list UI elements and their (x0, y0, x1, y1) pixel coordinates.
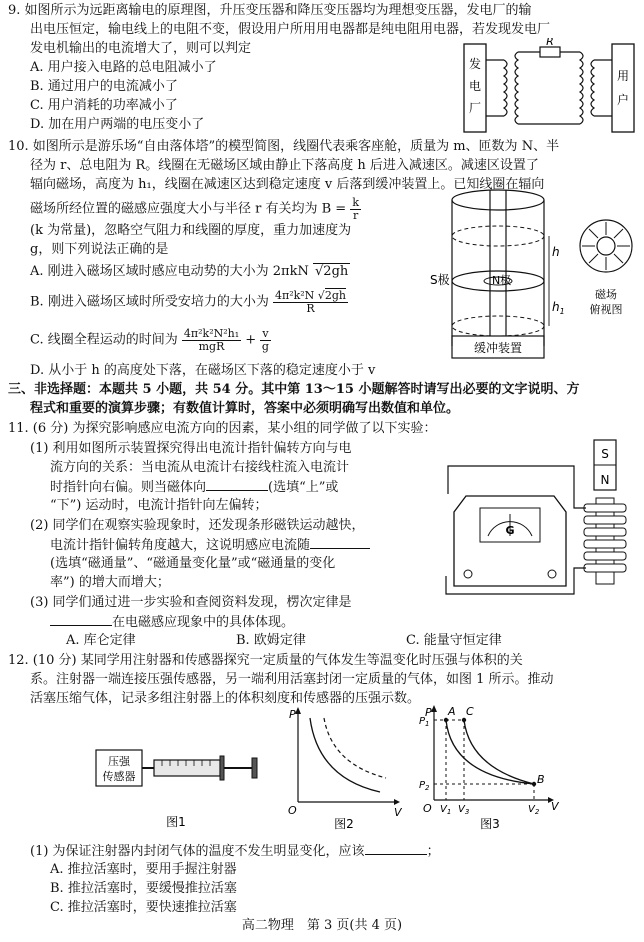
buffer-label: 缓冲装置 (473, 341, 523, 355)
q10-option-c-frac1 (182, 328, 241, 352)
fig3-o-label: O (423, 802, 432, 815)
q12-figure1-syringe (92, 738, 272, 834)
magnet-s-label: S (601, 447, 609, 461)
q10-drop-tower-diagram (428, 186, 640, 368)
q10-option-b-num-root: 2gh (324, 289, 346, 302)
q10-line6: g，则下列说法正确的是 (30, 242, 169, 257)
q10-option-b-num-coef: 4π²k²N (274, 289, 315, 302)
fig3-b-label: B (537, 773, 545, 786)
fig3-curve-cb (464, 720, 534, 784)
fig2-p-label: P (289, 708, 296, 721)
q11-p1-line4: “下”) 运动时，电流计指针向左偏转； (50, 498, 268, 513)
step-down-secondary-coil (591, 60, 594, 116)
step-up-secondary-coil (515, 52, 518, 124)
top-view-label2: 俯视图 (589, 303, 623, 316)
q10-option-b (30, 290, 348, 314)
q12-figure3-graph (418, 704, 564, 834)
fig3-p1-label: $P_1$ (419, 716, 430, 728)
q11-p2-line4: 率”) 的增大而增大； (50, 575, 170, 590)
q10-option-b-num: 4π²k²N √2gh (274, 289, 346, 302)
q10-b-fraction (350, 197, 361, 221)
line-resistor (540, 47, 560, 57)
power-plant-char1: 发 (468, 57, 482, 71)
q11-p3-line2 (50, 613, 294, 631)
user-char1: 用 (616, 69, 630, 83)
q11-p2-line1: (2) 同学们在观察实验现象时，还发现条形磁铁运动越快， (30, 518, 365, 533)
q11-option-b: B. 欧姆定律 (236, 633, 306, 648)
fig3-v-label: V (551, 800, 559, 813)
q9-option-c: C. 用户消耗的功率减小了 (30, 98, 178, 113)
solenoid-coil (584, 498, 626, 584)
fig3-curve-ab (446, 720, 534, 784)
q12-option-c: C. 推拉活塞时，要快速推拉活塞 (50, 900, 237, 915)
figure2-caption: 图2 (334, 817, 354, 831)
figure1-caption: 图1 (166, 815, 186, 829)
q11-p1-line1: (1) 利用如图所示装置探究得出电流计指针偏转方向与电 (30, 441, 352, 456)
q11-p1-line3-text: 时指针向右偏。则当磁体向 (50, 480, 207, 495)
coil-start-ellipse (452, 226, 544, 246)
q11-p3-line2-text: 在电磁感应现象中的具体体现。 (112, 615, 295, 630)
q12-sub1 (30, 842, 440, 860)
resistor-label: R (546, 38, 554, 48)
step-down-primary-coil (580, 52, 583, 124)
q10-line4-text: 磁场所经位置的磁感应强度大小与半径 r 有关均为 B = (30, 201, 347, 217)
tower-top-ellipse (452, 190, 544, 210)
q9-option-a: A. 用户接入电路的总电阻减小了 (30, 60, 217, 75)
q9-transmission-diagram (462, 38, 638, 136)
q11-line1: 11. (6 分) 为探究影响感应电流方向的因素，某小组的同学做了以下实验： (8, 421, 437, 436)
q10-b-den: r (353, 208, 359, 222)
fig3-v3-label: $V_3$ (458, 804, 470, 816)
top-view-label1: 磁场 (595, 288, 617, 301)
section3-line1: 三、非选择题：本题共 5 小题，共 54 分。其中第 13～15 小题解答时请写出必要的文字说明、方 (8, 382, 580, 397)
q11-p2-line2 (50, 536, 370, 554)
q11-p2-line2-text: 电流计指针偏转角度越大，这说明感应电流随 (50, 538, 311, 553)
q12-option-a: A. 推拉活塞时，要用手握注射器 (50, 862, 237, 877)
q9-option-b: B. 通过用户的电流减小了 (30, 79, 178, 94)
fig3-p2-label: $P_2$ (419, 780, 430, 792)
q10-option-d: D. 从小于 h 的高度处下落，在磁场区下落的稳定速度小于 v (30, 363, 376, 378)
field-bottom-ellipse (452, 316, 544, 336)
fig2-solid-curve (310, 718, 380, 792)
n-pole-label: N极 (492, 274, 512, 287)
q10-line3: 辐向磁场，高度为 h₁，线圈在减速区达到稳定速度 v 后落到缓冲装置上。已知线圈在辐向 (30, 177, 545, 192)
h1-label: $h_1$ (552, 300, 565, 316)
q10-option-b-den: R (306, 301, 315, 315)
s-pole-label: S极 (430, 273, 450, 287)
galvanometer-g-label: G (505, 524, 515, 537)
figure3-caption: 图3 (480, 817, 500, 831)
sensor-label2: 传感器 (102, 770, 136, 783)
q10-option-a-root-val: 2gh (323, 264, 349, 279)
q10-b-num: k (352, 196, 360, 209)
q10-option-a-text: A. 刚进入磁场区域时感应电动势的大小为 2πkN (30, 264, 309, 279)
fig3-point-c (462, 718, 466, 722)
q10-option-c (30, 328, 271, 352)
user-char2: 户 (616, 93, 630, 107)
q11-blank-3[interactable] (50, 613, 112, 626)
fig3-point-a (444, 718, 448, 722)
top-view-magnet (580, 220, 632, 272)
h-label: h (552, 245, 560, 259)
left-terminal (464, 570, 472, 578)
sensor-label1: 压强 (108, 755, 130, 768)
q11-p3-line1: (3) 同学们通过进一步实验和查阅资料发现，楞次定律是 (30, 595, 352, 610)
q10-option-c-frac2 (260, 328, 270, 352)
q12-sub1-end: ； (426, 844, 440, 859)
q10-option-c-den1: mgR (198, 339, 225, 353)
q10-option-c-den2: g (261, 339, 269, 353)
magnet-n-label: N (600, 473, 610, 487)
q11-blank-1[interactable] (206, 478, 268, 491)
q10-line5: (k 为常量)，忽略空气阻力和线圈的厚度，重力加速度为 (30, 223, 352, 238)
power-plant-char3: 厂 (468, 101, 482, 115)
q9-line3: 发电机输出的电流增大了，则可以判定 (30, 41, 252, 56)
page-footer: 高二物理 第 3 页(共 4 页) (241, 918, 403, 933)
q10-option-c-text: C. 线圈全程运动的时间为 (30, 332, 178, 348)
fig3-c-label: C (466, 705, 474, 718)
step-up-primary-coil (504, 60, 507, 116)
q12-figure2-graph (284, 704, 404, 834)
q10-option-a (30, 263, 350, 280)
q10-option-b-text: B. 刚进入磁场区域时所受安培力的大小为 (30, 294, 269, 310)
fig3-p-label: P (425, 706, 432, 719)
q12-option-b: B. 推拉活塞时，要缓慢推拉活塞 (50, 881, 237, 896)
q10-option-a-root: √2gh (315, 264, 349, 279)
fig2-v-label: V (394, 806, 402, 819)
q9-line2: 出电压恒定，输电线上的电阻不变，假设用户所用用电器都是纯电阻用电器，若发现发电厂 (30, 22, 551, 37)
q11-p1-line3-tail: (选填“上”或 (268, 480, 339, 495)
user-box (612, 44, 634, 132)
fig3-v2-label: $V_2$ (528, 804, 540, 816)
fig3-point-b (532, 782, 536, 786)
q10-option-c-num2: v (262, 327, 269, 340)
q11-p1-line2: 流方向的关系：当电流从电流计右接线柱流入电流计 (50, 460, 350, 475)
q10-option-b-fraction (273, 290, 348, 314)
q10-line4 (30, 197, 361, 221)
q11-p2-line3: (选填“磁通量”、“磁通量变化量”或“磁通量的变化 (50, 556, 336, 571)
q12-sub1-text: (1) 为保证注射器内封闭气体的温度不发生明显变化，应该 (30, 844, 365, 859)
q12-line3: 活塞压缩气体，记录多组注射器上的体积刻度和传感器的压强示数。 (30, 691, 421, 706)
section3-line2: 程式和重要的演算步骤；有数值计算时，答案中必须明确写出数值和单位。 (30, 401, 460, 416)
q11-blank-2[interactable] (310, 536, 370, 549)
fig2-o-label: O (288, 804, 297, 817)
fig3-v1-label: $V_1$ (440, 804, 452, 816)
q11-induction-apparatus (436, 436, 636, 606)
q9-option-d: D. 加在用户两端的电压变小了 (30, 117, 205, 132)
q12-blank-1[interactable] (365, 842, 427, 855)
q9-line1: 9. 如图所示为远距离输电的原理图，升压变压器和降压变压器均为理想变压器，发电厂的输 (8, 3, 532, 18)
q12-line2: 系。注射器一端连接压强传感器，另一端利用活塞封闭一定质量的气体，如图 1 所示。推动 (30, 672, 554, 687)
right-terminal (548, 570, 556, 578)
power-plant-char2: 电 (468, 79, 482, 93)
q11-option-a: A. 库仑定律 (66, 633, 136, 648)
q11-p1-line3 (50, 478, 338, 496)
q10-option-c-plus: + (245, 332, 257, 348)
q12-line1: 12. (10 分) 某同学用注射器和传感器探究一定质量的气体发生等温变化时压强与体积的关 (8, 653, 523, 668)
q10-line1: 10. 如图所示是游乐场“自由落体塔”的模型简图，线圈代表乘客座舱，质量为 m、匝数为 N、半 (8, 139, 560, 154)
q11-option-c: C. 能量守恒定律 (406, 633, 502, 648)
q10-line2: 径为 r、总电阻为 R。线圈在无磁场区域由静止下落高度 h 后进入减速区。减速区设置了 (30, 158, 539, 173)
q10-option-c-num1: 4π²k²N²h₁ (183, 327, 240, 340)
fig3-a-label: A (448, 705, 456, 718)
